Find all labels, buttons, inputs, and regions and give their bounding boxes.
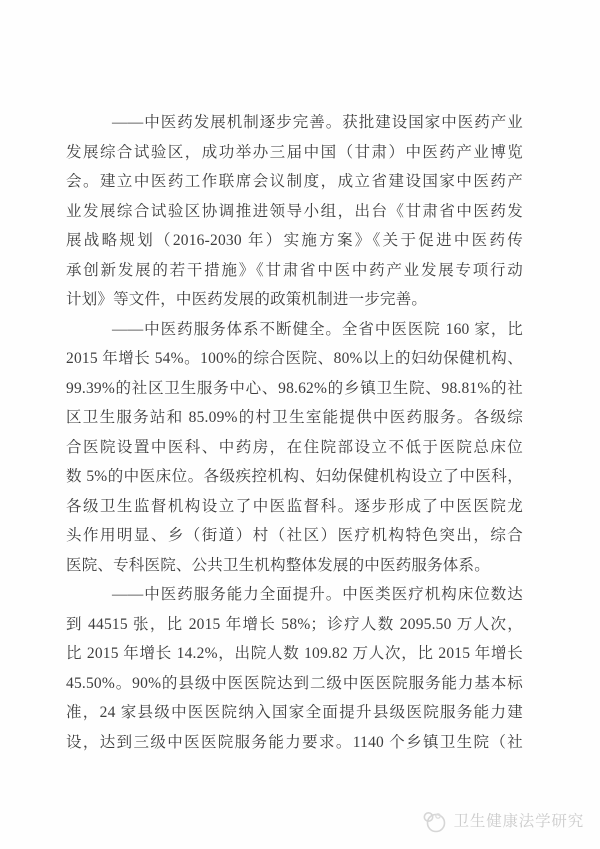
mascot-logo-icon bbox=[421, 807, 448, 834]
text-line: 医院、专科医院、公共卫生机构整体发展的中医药服务体系。 bbox=[66, 556, 490, 574]
text-line: 45.50%。90%的县级中医医院达到二级中医医院服务能力基本标 bbox=[66, 674, 523, 692]
text-line: 计划》等文件，中医药发展的政策机制进一步完善。 bbox=[66, 291, 428, 308]
text-line: 准，24 家县级中医医院纳入国家全面提升县级医院服务能力建 bbox=[66, 704, 523, 721]
text-line: 会。建立中医药工作联席会议制度，成立省建设国家中医药产 bbox=[66, 173, 523, 190]
text-line: 合医院设置中医科、中药房，在住院部设立不低于医院总床位 bbox=[66, 438, 523, 456]
text-line: 到 44515 张，比 2015 年增长 58%；诊疗人数 2095.50 万人次， bbox=[66, 615, 523, 633]
text-line: ——中医药服务体系不断健全。全省中医医院 160 家，比 bbox=[112, 320, 523, 338]
text-line: 展战略规划（2016-2030 年）实施方案》《关于促进中医药传 bbox=[66, 232, 523, 249]
document-body bbox=[66, 108, 523, 757]
text-line: 数 5%的中医床位。各级疾控机构、妇幼保健机构设立了中医科， bbox=[66, 468, 523, 485]
watermark-label: 卫生健康法学研究 bbox=[453, 813, 584, 830]
text-line: 比 2015 年增长 14.2%，出院人数 109.82 万人次，比 2015 年增长 bbox=[66, 645, 523, 662]
text-line: 99.39%的社区卫生服务中心、98.62%的乡镇卫生院、98.81%的社 bbox=[66, 379, 523, 397]
text-line: 各级卫生监督机构设立了中医监督科。逐步形成了中医医院龙 bbox=[66, 497, 523, 515]
text-line: 业发展综合试验区协调推进领导小组，出台《甘肃省中医药发 bbox=[66, 202, 523, 220]
text-line: ——中医药服务能力全面提升。中医类医疗机构床位数达 bbox=[112, 586, 523, 603]
text-line: 区卫生服务站和 85.09%的村卫生室能提供中医药服务。各级综 bbox=[66, 409, 523, 426]
watermark bbox=[421, 804, 584, 836]
text-line: 承创新发展的若干措施》《甘肃省中医中药产业发展专项行动 bbox=[66, 261, 523, 279]
text-line: 发展综合试验区，成功举办三届中国（甘肃）中医药产业博览 bbox=[66, 143, 523, 161]
text-line: 头作用明显、乡（街道）村（社区）医疗机构特色突出，综合 bbox=[66, 527, 523, 544]
text-line: ——中医药发展机制逐步完善。获批建设国家中医药产业 bbox=[112, 114, 523, 131]
text-line: 设，达到三级中医医院服务能力要求。1140 个乡镇卫生院（社 bbox=[66, 733, 523, 751]
text-line: 2015 年增长 54%。100%的综合医院、80%以上的妇幼保健机构、 bbox=[66, 350, 523, 367]
